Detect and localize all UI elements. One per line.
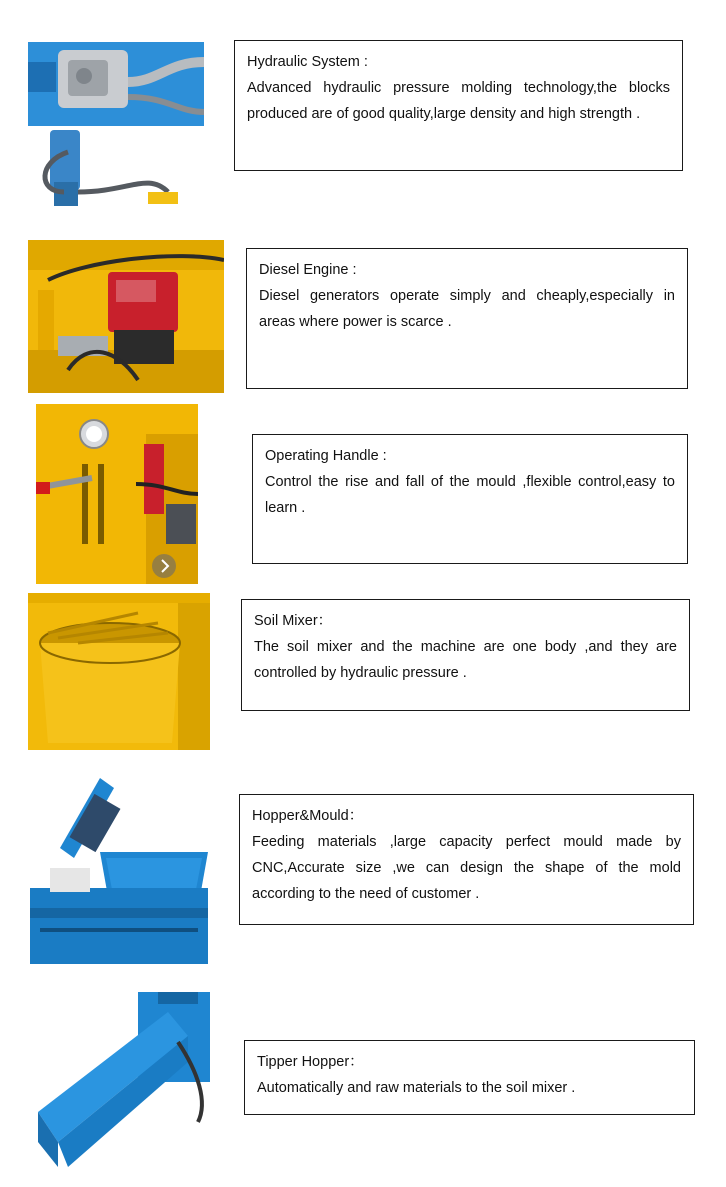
diesel-engine-card xyxy=(246,248,688,389)
feature-description: Automatically and raw materials to the soil mixer . xyxy=(257,1080,576,1096)
feature-description: Diesel generators operate simply and cheaply,especially in areas where power is scarce . xyxy=(259,288,675,330)
feature-description: The soil mixer and the machine are one body ,and they are controlled by hydraulic pressure . xyxy=(254,639,677,681)
feature-title: Hydraulic System : xyxy=(247,54,368,70)
feature-title: Diesel Engine : xyxy=(259,262,357,278)
tipper-hopper-card xyxy=(244,1040,695,1115)
tipper-hopper-photo xyxy=(38,992,210,1172)
diesel-engine-photo xyxy=(28,240,224,393)
feature-description: Advanced hydraulic pressure molding technology,the blocks produced are of good quality,large density and high strength . xyxy=(247,80,670,122)
hopper-mould-photo xyxy=(30,778,208,964)
feature-description: Feeding materials ,large capacity perfect mould made by CNC,Accurate size ,we can design the shape of the mold according to the need of customer . xyxy=(252,834,681,902)
feature-title: Operating Handle : xyxy=(265,448,387,464)
soil-mixer-card xyxy=(241,599,690,711)
hydraulic-system-card xyxy=(234,40,683,171)
hopper-mould-card xyxy=(239,794,694,925)
hydraulic-system-photo xyxy=(28,42,204,212)
feature-title: Tipper Hopper： xyxy=(257,1054,364,1070)
feature-title: Soil Mixer： xyxy=(254,613,333,629)
feature-title: Hopper&Mould： xyxy=(252,808,364,824)
operating-handle-card xyxy=(252,434,688,564)
feature-description: Control the rise and fall of the mould ,flexible control,easy to learn . xyxy=(265,474,675,516)
soil-mixer-photo xyxy=(28,593,210,750)
operating-handle-photo xyxy=(36,404,198,584)
